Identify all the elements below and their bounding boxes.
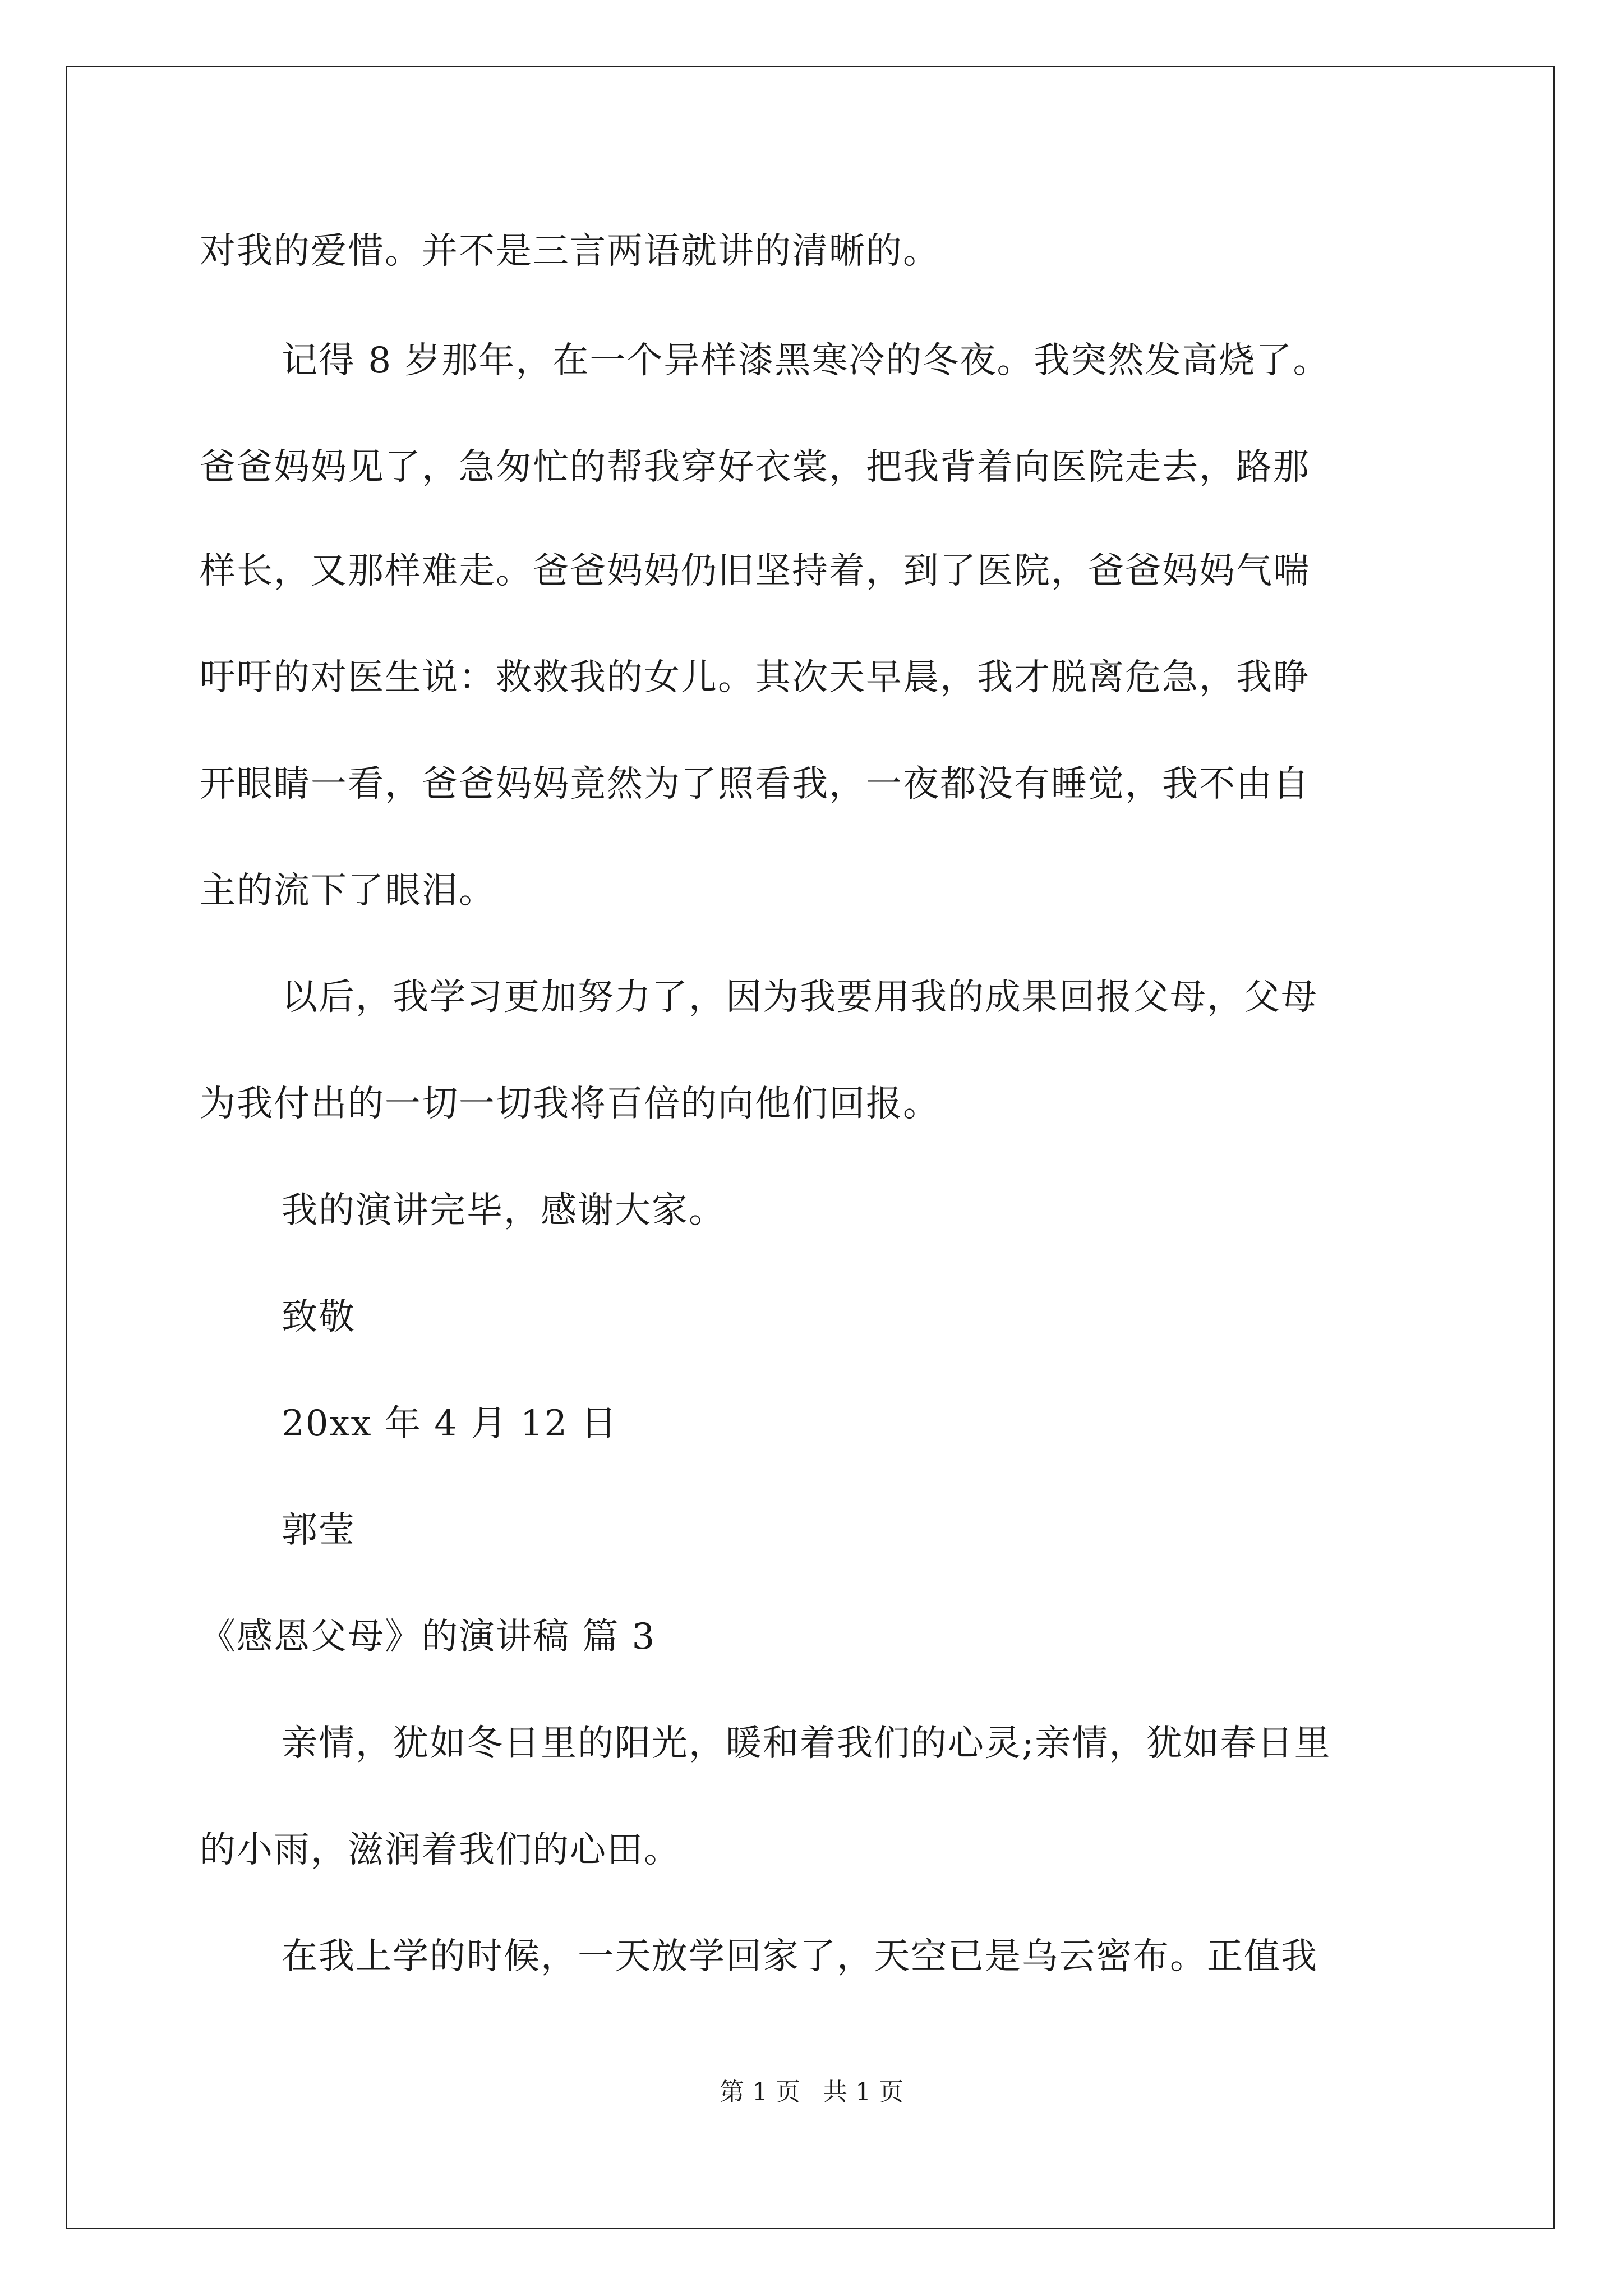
text-line-8: 以后，我学习更加努力了，因为我要用我的成果回报父母，父母 [282,977,1318,1018]
author-name: 郭莹 [282,1510,356,1551]
text-line-16: 的小雨，滋润着我们的心田。 [200,1829,681,1871]
salutation: 致敬 [282,1296,356,1338]
text-line-10: 我的演讲完毕，感谢大家。 [282,1190,726,1231]
page-border [66,66,1555,2229]
page-number-current: 第 1 页 [720,2078,800,2106]
date-line: 20xx 年 4 月 12 日 [282,1403,618,1444]
text-line-4: 样长，又那样难走。爸爸妈妈仍旧坚持着，到了医院，爸爸妈妈气喘 [200,550,1310,592]
text-line-15: 亲情，犹如冬日里的阳光，暖和着我们的心灵;亲情，犹如春日里 [282,1723,1331,1764]
page-number-total: 共 1 页 [823,2078,903,2106]
section-title: 《感恩父母》的演讲稿 篇 3 [200,1616,656,1658]
page-footer [0,2076,1623,2109]
text-line-7: 主的流下了眼泪。 [200,870,496,912]
text-line-5: 吁吁的对医生说：救救我的女儿。其次天早晨，我才脱离危急，我睁 [200,657,1310,698]
text-line-3: 爸爸妈妈见了，急匆忙的帮我穿好衣裳，把我背着向医院走去，路那 [200,447,1310,488]
text-line-6: 开眼睛一看，爸爸妈妈竟然为了照看我，一夜都没有睡觉，我不由自 [200,763,1310,805]
text-line-1: 对我的爱惜。并不是三言两语就讲的清晰的。 [200,231,940,272]
text-line-2: 记得 8 岁那年，在一个异样漆黑寒冷的冬夜。我突然发高烧了。 [282,340,1330,381]
text-line-17: 在我上学的时候，一天放学回家了，天空已是乌云密布。正值我 [282,1936,1318,1977]
text-line-9: 为我付出的一切一切我将百倍的向他们回报。 [200,1083,940,1125]
